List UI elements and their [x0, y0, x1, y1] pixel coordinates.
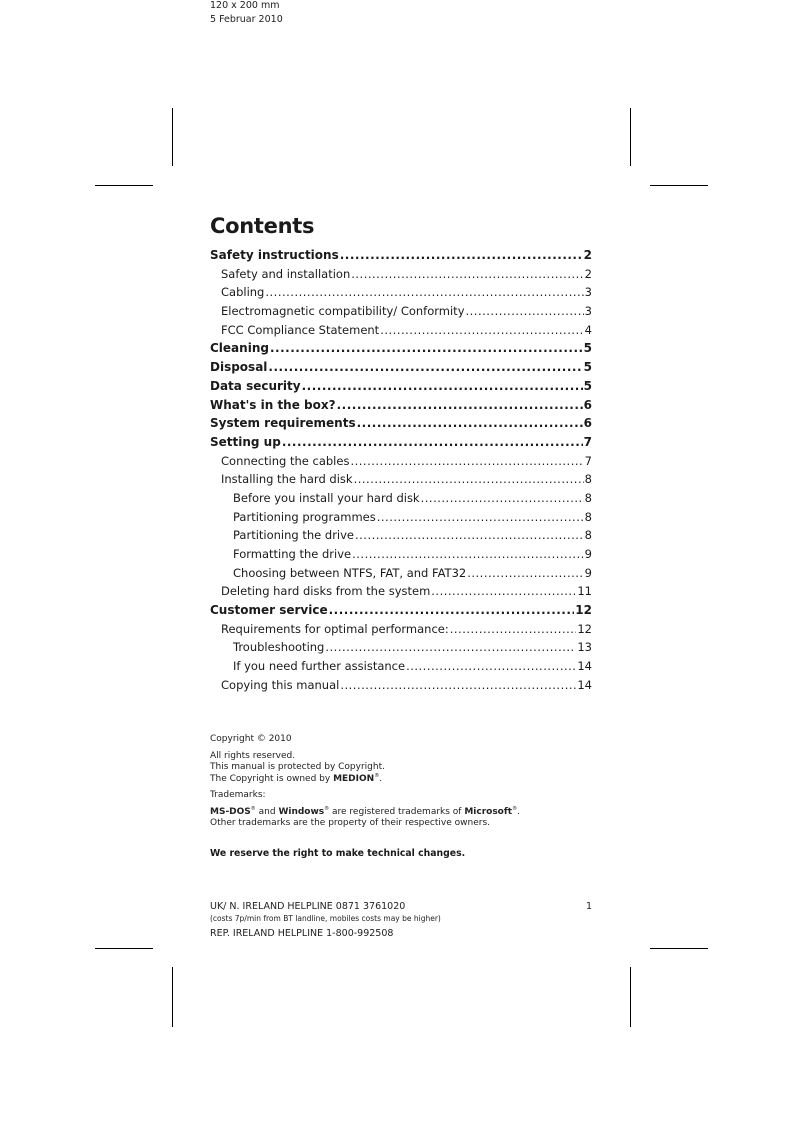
print-size-label: 120 x 200 mm — [210, 0, 280, 11]
toc-leader-dots — [467, 564, 583, 583]
toc-leader-dots — [450, 620, 577, 639]
toc-leader-dots — [352, 545, 584, 564]
toc-entry-page: 3 — [584, 285, 592, 300]
toc-entry[interactable] — [210, 377, 592, 396]
toc-leader-dots — [268, 358, 582, 377]
toc-entry-page: 14 — [577, 677, 592, 692]
toc-entry-title: Copying this manual — [221, 677, 340, 692]
rights-line: All rights reserved. — [210, 750, 296, 761]
owner-suffix: . — [379, 773, 383, 784]
toc-entry-title: Setting up — [210, 434, 281, 449]
toc-entry[interactable] — [210, 396, 592, 415]
toc-entry-title: Customer service — [210, 603, 328, 618]
toc-leader-dots — [354, 470, 584, 489]
toc-entry[interactable] — [210, 676, 592, 695]
copyright-line: Copyright © 2010 — [210, 734, 292, 744]
toc-entry[interactable] — [210, 283, 592, 302]
toc-entry-page: 9 — [584, 565, 592, 580]
toc-entry[interactable] — [210, 508, 592, 527]
technical-changes-notice: We reserve the right to make technical changes. — [210, 848, 466, 859]
toc-entry-title: Cleaning — [210, 341, 269, 356]
toc-entry-title: Troubleshooting — [233, 640, 325, 655]
copyright-block — [210, 734, 610, 830]
toc-entry-title: Cabling — [221, 285, 265, 300]
page-footer — [210, 901, 592, 941]
toc-leader-dots — [265, 283, 583, 302]
helpline-uk: UK/ N. IRELAND HELPLINE 0871 3761020 — [210, 901, 406, 912]
toc-leader-dots — [355, 526, 584, 545]
toc-entry-title: What's in the box? — [210, 397, 336, 412]
page-number: 1 — [585, 901, 592, 912]
toc-entry-page: 4 — [584, 322, 592, 337]
toc-leader-dots — [377, 508, 584, 527]
crop-mark-top-right-vertical — [630, 108, 631, 166]
toc-entry[interactable] — [210, 620, 592, 639]
toc-entry-page: 5 — [583, 341, 592, 356]
toc-entry[interactable] — [210, 657, 592, 676]
toc-entry-page: 2 — [583, 248, 592, 262]
toc-entry-page: 9 — [584, 547, 592, 561]
toc-entry-title: Choosing between NTFS, FAT, and FAT32 — [233, 565, 467, 580]
toc-entry-page: 5 — [583, 360, 592, 375]
toc-entry-page: 3 — [584, 304, 592, 319]
toc-entry[interactable] — [210, 433, 592, 452]
toc-entry-page: 11 — [577, 584, 592, 599]
toc-entry-page: 8 — [584, 509, 592, 524]
crop-mark-bottom-right-vertical — [630, 967, 631, 1027]
trademark-windows-mark: ® — [324, 805, 330, 812]
toc-entry[interactable] — [210, 414, 592, 433]
toc-entry-title: Deleting hard disks from the system — [221, 584, 431, 599]
trademark-registered-text: are registered trademarks of — [329, 806, 465, 817]
toc-entry[interactable] — [210, 302, 592, 321]
toc-entry-title: FCC Compliance Statement — [221, 322, 380, 337]
toc-entry-title: Disposal — [210, 360, 268, 375]
toc-leader-dots — [302, 377, 583, 396]
toc-entry[interactable] — [210, 582, 592, 601]
toc-entry-page: 8 — [584, 472, 592, 487]
toc-entry[interactable] — [210, 339, 592, 358]
owner-prefix: The Copyright is owned by — [210, 773, 334, 784]
trademarks-line — [210, 807, 610, 819]
toc-entry[interactable] — [210, 265, 592, 284]
toc-entry-page: 6 — [583, 397, 592, 412]
toc-leader-dots — [466, 302, 584, 321]
toc-entry-title: Safety and installation — [221, 266, 351, 281]
toc-entry-page: 8 — [584, 528, 592, 543]
toc-entry-title: Before you install your hard disk — [233, 490, 420, 505]
toc-entry-page: 7 — [583, 434, 592, 449]
trademark-windows: Windows — [278, 806, 325, 817]
toc-entry-title: Safety instructions — [210, 248, 339, 262]
toc-entry-title: If you need further assistance — [233, 659, 406, 674]
helpline-ireland: REP. IRELAND HELPLINE 1-800-992508 — [210, 928, 394, 939]
trademarks-heading: Trademarks: — [210, 790, 266, 800]
toc-entry-page: 12 — [577, 621, 592, 636]
toc-entry[interactable] — [210, 601, 592, 620]
trademark-microsoft: Microsoft — [464, 806, 513, 817]
toc-entry[interactable] — [210, 321, 592, 340]
toc-entry-page: 12 — [575, 603, 592, 618]
toc-leader-dots — [337, 396, 583, 415]
toc-leader-dots — [329, 601, 575, 620]
toc-leader-dots — [350, 452, 583, 471]
toc-entry[interactable] — [210, 638, 592, 657]
toc-entry-title: Formatting the drive — [233, 547, 352, 561]
toc-leader-dots — [380, 321, 583, 340]
toc-entry-page: 14 — [577, 659, 592, 674]
toc-entry[interactable] — [210, 545, 592, 564]
owner-line — [210, 774, 610, 786]
toc-entry-title: Partitioning programmes — [233, 509, 376, 524]
toc-entry-page: 7 — [584, 453, 592, 468]
toc-leader-dots — [282, 433, 583, 452]
crop-mark-top-right-horizontal — [650, 185, 708, 186]
table-of-contents — [210, 246, 592, 695]
toc-entry-title: Electromagnetic compatibility/ Conformity — [221, 304, 465, 319]
toc-entry[interactable] — [210, 526, 592, 545]
trademark-msdos: MS-DOS — [210, 806, 251, 817]
toc-leader-dots — [421, 489, 584, 508]
toc-leader-dots — [406, 657, 576, 676]
other-trademarks-line: Other trademarks are the property of their respective owners. — [210, 818, 490, 828]
toc-entry-page: 13 — [577, 640, 592, 655]
toc-leader-dots — [351, 265, 583, 284]
toc-entry[interactable] — [210, 358, 592, 377]
toc-entry-title: Partitioning the drive — [233, 528, 354, 543]
toc-entry-page: 2 — [584, 266, 592, 281]
trademark-and: and — [255, 806, 279, 817]
toc-entry[interactable] — [210, 246, 592, 265]
toc-entry-title: Connecting the cables — [221, 453, 350, 468]
crop-mark-bottom-right-horizontal — [650, 948, 708, 949]
toc-entry-page: 8 — [584, 490, 592, 505]
crop-mark-top-left-horizontal — [95, 185, 153, 186]
trademark-end: . — [517, 806, 520, 817]
toc-leader-dots — [270, 339, 583, 358]
toc-entry-title: Installing the hard disk — [221, 472, 353, 487]
toc-leader-dots — [431, 582, 576, 601]
owner-name: MEDION — [333, 773, 375, 784]
toc-entry[interactable] — [210, 489, 592, 508]
toc-leader-dots — [340, 676, 576, 695]
crop-mark-bottom-left-horizontal — [95, 948, 153, 949]
trademark-microsoft-mark: ® — [512, 805, 518, 812]
page-title: Contents — [210, 214, 315, 238]
toc-entry-page: 6 — [583, 416, 592, 431]
call-costs-note: (costs 7p/min from BT landline, mobiles costs may be higher) — [210, 914, 441, 923]
toc-leader-dots — [340, 246, 583, 265]
toc-entry-page: 5 — [583, 378, 592, 393]
toc-entry-title: Requirements for optimal performance: — [221, 621, 449, 636]
toc-leader-dots — [357, 414, 583, 433]
protected-line: This manual is protected by Copyright. — [210, 762, 385, 772]
owner-mark: ® — [374, 772, 380, 779]
toc-leader-dots — [325, 638, 576, 657]
trademark-msdos-mark: ® — [250, 805, 256, 812]
print-date-label: 5 Februar 2010 — [210, 14, 283, 25]
toc-entry[interactable] — [210, 470, 592, 489]
toc-entry-title: Data security — [210, 378, 301, 393]
crop-mark-top-left-vertical — [172, 108, 173, 166]
toc-entry[interactable] — [210, 564, 592, 583]
toc-entry-title: System requirements — [210, 416, 356, 431]
crop-mark-bottom-left-vertical — [172, 967, 173, 1027]
toc-entry[interactable] — [210, 452, 592, 471]
